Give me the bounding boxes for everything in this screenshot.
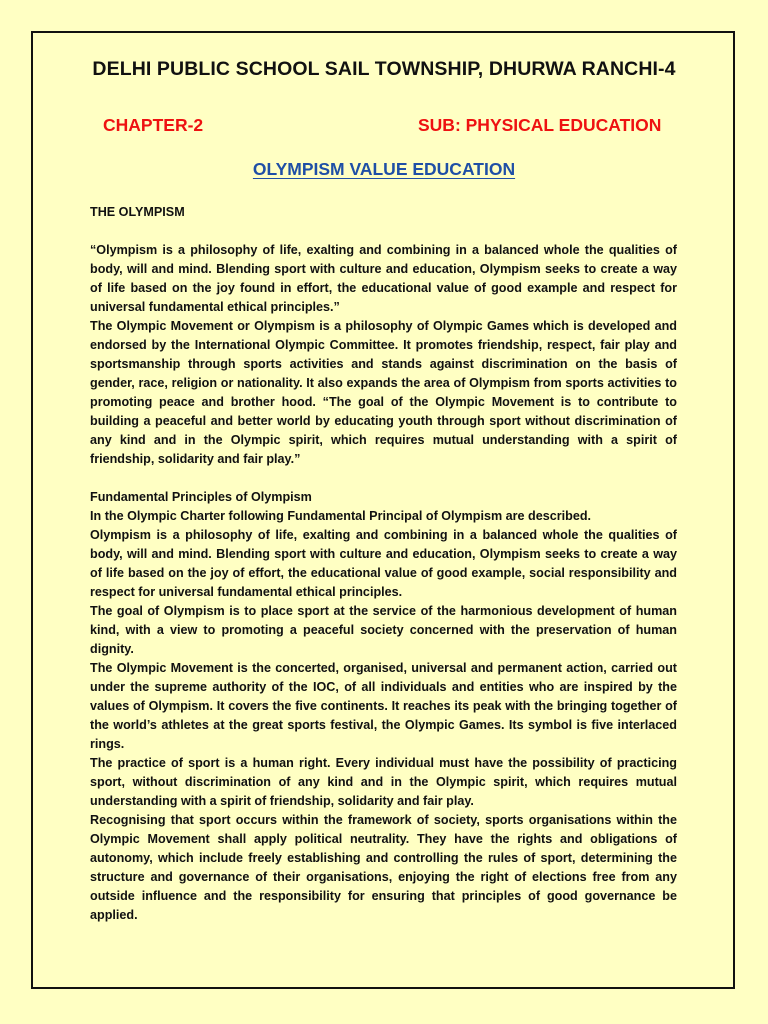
subject-label: SUB: PHYSICAL EDUCATION (418, 115, 662, 135)
charter-intro-paragraph: In the Olympic Charter following Fundamental Principal of Olympism are described. (90, 509, 592, 523)
section-heading-olympism: THE OLYMPISM (90, 205, 185, 219)
principle-paragraph: The goal of Olympism is to place sport at the service of the harmonious development of human kind, with a view to promoting a peaceful society concerned with the preservation of human dignity. (90, 604, 677, 656)
page-title: OLYMPISM VALUE EDUCATION (252, 159, 516, 179)
olympism-quote-paragraph: “Olympism is a philosophy of life, exalting and combining in a balanced whole the qualities of body, will and mind. Blending sport with culture and education, Olympism seeks to create a way of life based on the joy found in effort, the educational value of good example and respect for universal fundamental ethical principles.” (90, 243, 677, 314)
principle-paragraph: Recognising that sport occurs within the framework of society, sports organisations within the Olympic Movement shall apply political neutrality. They have the rights and obligations of autonomy, which include freely establishing and controlling the rules of sport, determining the structure and governance of their organisations, enjoying the right of elections free from any outside influence and the responsibility for ensuring that principles of good governance be applied. (90, 813, 677, 922)
principle-paragraph: The practice of sport is a human right. Every individual must have the possibility of practicing sport, without discrimination of any kind and in the Olympic spirit, which requires mutual understanding with a spirit of friendship, solidarity and fair play. (90, 756, 677, 808)
paragraph-spacer (90, 469, 677, 488)
principle-paragraph: The Olympic Movement is the concerted, organised, universal and permanent action, carried out under the supreme authority of the IOC, of all individuals and entities who are inspired by the values of Olympism. It covers the five continents. It reaches its peak with the bringing together of the world’s athletes at the great sports festival, the Olympic Games. Its symbol is five interlaced rings. (90, 661, 677, 751)
chapter-label: CHAPTER-2 (103, 115, 204, 135)
document-body (90, 203, 677, 925)
section-heading-fundamental-principles: Fundamental Principles of Olympism (90, 490, 312, 504)
principle-paragraph: Olympism is a philosophy of life, exalting and combining in a balanced whole the qualities of body, will and mind. Blending sport with culture and education, Olympism seeks to create a way of life based on the joy of effort, the educational value of good example, social responsibility and respect for universal fundamental ethical principles. (90, 528, 677, 599)
olympic-movement-paragraph: The Olympic Movement or Olympism is a philosophy of Olympic Games which is developed and endorsed by the International Olympic Committee. It promotes friendship, respect, fair play and sportsmanship through sports activities and stands against discrimination on the basis of gender, race, religion or nationality. It also expands the area of Olympism from sports activities to promoting peace and brother hood. “The goal of the Olympic Movement is to contribute to building a peaceful and better world by educating youth through sport without discrimination of any kind and in the Olympic spirit, which requires mutual understanding with a spirit of friendship, solidarity and fair play.” (90, 319, 677, 466)
school-name: DELHI PUBLIC SCHOOL SAIL TOWNSHIP, DHURWA RANCHI-4 (92, 58, 676, 80)
